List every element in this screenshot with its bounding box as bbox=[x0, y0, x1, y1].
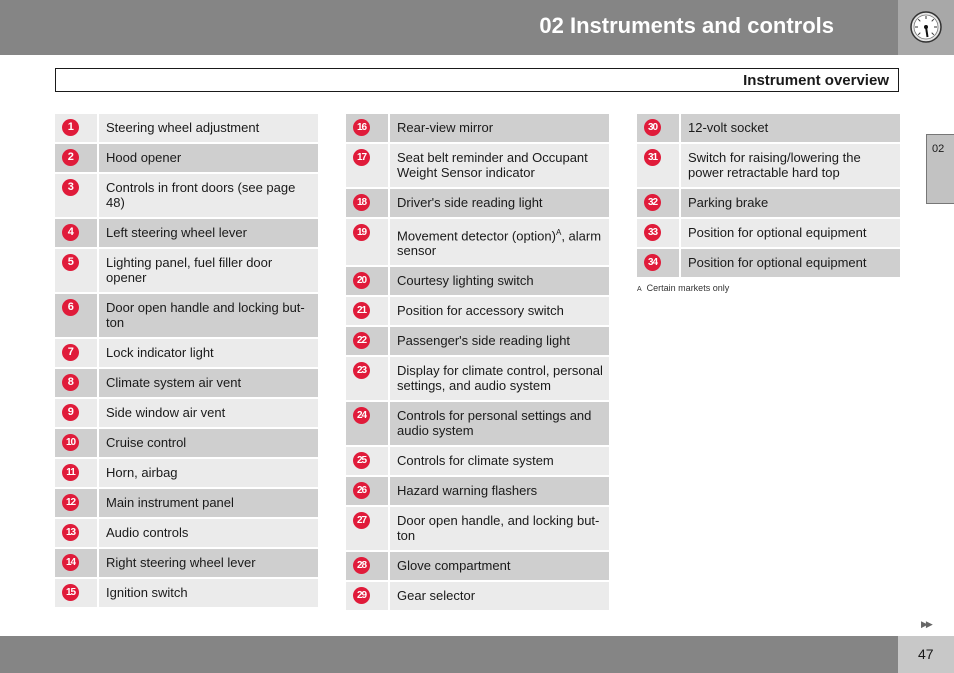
legend-text: Climate system air vent bbox=[106, 375, 242, 390]
legend-text: Left steering wheel lever bbox=[106, 225, 247, 240]
number-badge: 6 bbox=[62, 299, 79, 316]
legend-text: Hazard warning flashers bbox=[397, 483, 538, 499]
legend-row bbox=[346, 402, 609, 447]
number-badge: 3 bbox=[62, 179, 79, 196]
number-badge: 12 bbox=[62, 494, 79, 511]
number-badge: 13 bbox=[62, 524, 79, 541]
legend-text: Courtesy lighting switch bbox=[397, 273, 534, 289]
legend-text: Steering wheel adjustment bbox=[106, 120, 260, 135]
legend-row bbox=[346, 447, 609, 477]
legend-row bbox=[346, 582, 609, 612]
legend-row bbox=[55, 459, 318, 489]
number-badge: 17 bbox=[353, 149, 370, 166]
number-badge: 21 bbox=[353, 302, 370, 319]
footer-bar bbox=[0, 636, 898, 673]
legend-text-rest: , alarm sensor bbox=[397, 228, 602, 259]
legend-row bbox=[346, 219, 609, 267]
legend-text bbox=[390, 219, 609, 265]
legend-row bbox=[55, 294, 318, 339]
number-badge: 18 bbox=[353, 194, 370, 211]
number-badge: 8 bbox=[62, 374, 79, 391]
number-badge: 15 bbox=[62, 584, 79, 601]
number-badge: 24 bbox=[353, 407, 370, 424]
header-bar bbox=[0, 0, 898, 55]
legend-text: Lighting panel, fuel filler door opener bbox=[106, 255, 273, 285]
number-badge: 11 bbox=[62, 464, 79, 481]
legend-text: Cruise control bbox=[106, 435, 187, 450]
legend-text: Rear-view mirror bbox=[397, 120, 494, 135]
legend-text: Ignition switch bbox=[106, 585, 188, 600]
legend-row bbox=[55, 519, 318, 549]
chapter-title: 02 Instruments and controls bbox=[539, 13, 834, 38]
number-badge: 2 bbox=[62, 149, 79, 166]
legend-text: Side window air vent bbox=[106, 405, 226, 420]
legend-text: Horn, airbag bbox=[106, 465, 178, 480]
legend-row bbox=[55, 174, 318, 219]
legend-text: Position for optional equipment bbox=[688, 225, 867, 240]
legend-text: Controls for climate system bbox=[397, 453, 554, 469]
legend-row bbox=[346, 477, 609, 507]
number-badge: 14 bbox=[62, 554, 79, 571]
number-badge: 27 bbox=[353, 512, 370, 529]
number-badge: 5 bbox=[62, 254, 79, 271]
legend-row bbox=[346, 189, 609, 219]
legend-text: Right steering wheel lever bbox=[106, 555, 256, 570]
legend-text: Gear selector bbox=[397, 588, 476, 604]
legend-text: Door open handle, and locking but-ton bbox=[397, 513, 600, 544]
legend-column-2 bbox=[346, 114, 609, 612]
number-badge: 16 bbox=[353, 119, 370, 136]
legend-row bbox=[346, 297, 609, 327]
legend-row bbox=[55, 144, 318, 174]
footnote-ref: A bbox=[555, 228, 562, 237]
legend-text: Passenger's side reading light bbox=[397, 333, 571, 349]
legend-row bbox=[55, 549, 318, 579]
legend-row bbox=[346, 507, 609, 552]
legend-row bbox=[346, 552, 609, 582]
number-badge: 33 bbox=[644, 224, 661, 241]
number-badge: 10 bbox=[62, 434, 79, 451]
chapter-side-tab[interactable] bbox=[926, 134, 954, 204]
header-icon-box bbox=[898, 0, 954, 55]
legend-row bbox=[637, 114, 900, 144]
legend-column-3 bbox=[637, 114, 900, 293]
section-header bbox=[55, 68, 899, 92]
chapter-side-tab-label: 02 bbox=[932, 143, 945, 155]
legend-text: Main instrument panel bbox=[106, 495, 234, 510]
number-badge: 34 bbox=[644, 254, 661, 271]
legend-row bbox=[55, 219, 318, 249]
legend-row bbox=[346, 144, 609, 189]
number-badge: 29 bbox=[353, 587, 370, 604]
number-badge: 20 bbox=[353, 272, 370, 289]
legend-text: Position for optional equipment bbox=[688, 255, 867, 270]
legend-row bbox=[637, 219, 900, 249]
legend-text: Parking brake bbox=[688, 195, 769, 210]
legend-text-main: Movement detector (option) bbox=[397, 228, 556, 244]
legend-text: Seat belt reminder and Occupant Weight Sensor indicator bbox=[397, 150, 588, 180]
legend-text: Display for climate control, personal settings, and audio system bbox=[397, 363, 603, 394]
legend-text: 12-volt socket bbox=[688, 120, 769, 135]
number-badge: 26 bbox=[353, 482, 370, 499]
legend-row bbox=[55, 114, 318, 144]
number-badge: 31 bbox=[644, 149, 661, 166]
number-badge: 1 bbox=[62, 119, 79, 136]
footnote-mark: A bbox=[637, 286, 642, 293]
section-title: Instrument overview bbox=[743, 72, 889, 89]
legend-text: Switch for raising/lowering the power retractable hard top bbox=[688, 150, 861, 180]
legend-text: Driver's side reading light bbox=[397, 195, 543, 210]
legend-text: Door open handle and locking but-ton bbox=[106, 300, 305, 330]
legend-row bbox=[55, 429, 318, 459]
legend-row bbox=[55, 339, 318, 369]
legend-text: Hood opener bbox=[106, 150, 182, 165]
legend-row bbox=[346, 327, 609, 357]
legend-text: Controls for personal settings and audio system bbox=[397, 408, 592, 439]
footnote-text: Certain markets only bbox=[646, 283, 730, 293]
footnote bbox=[637, 283, 900, 293]
footer-page-box bbox=[898, 636, 954, 673]
number-badge: 30 bbox=[644, 119, 661, 136]
number-badge: 4 bbox=[62, 224, 79, 241]
number-badge: 32 bbox=[644, 194, 661, 211]
number-badge: 28 bbox=[353, 557, 370, 574]
double-chevron-right-icon[interactable]: ▶▶ bbox=[921, 619, 931, 629]
legend-row bbox=[637, 189, 900, 219]
legend-row bbox=[55, 489, 318, 519]
legend-text: Lock indicator light bbox=[106, 345, 214, 360]
number-badge: 19 bbox=[353, 224, 370, 241]
legend-row bbox=[637, 249, 900, 279]
number-badge: 7 bbox=[62, 344, 79, 361]
number-badge: 22 bbox=[353, 332, 370, 349]
legend-row bbox=[346, 357, 609, 402]
legend-row bbox=[55, 579, 318, 609]
page-number: 47 bbox=[918, 646, 934, 662]
legend-column-1 bbox=[55, 114, 318, 609]
legend-row bbox=[55, 399, 318, 429]
legend-row bbox=[55, 369, 318, 399]
number-badge: 23 bbox=[353, 362, 370, 379]
speedometer-gauge-icon bbox=[910, 11, 942, 43]
legend-text: Controls in front doors (see page 48) bbox=[106, 180, 296, 210]
legend-row bbox=[346, 267, 609, 297]
legend-row bbox=[637, 144, 900, 189]
legend-row bbox=[346, 114, 609, 144]
legend-text: Glove compartment bbox=[397, 558, 511, 574]
number-badge: 9 bbox=[62, 404, 79, 421]
number-badge: 25 bbox=[353, 452, 370, 469]
legend-row bbox=[55, 249, 318, 294]
legend-text: Position for accessory switch bbox=[397, 303, 564, 319]
legend-text: Audio controls bbox=[106, 525, 189, 540]
